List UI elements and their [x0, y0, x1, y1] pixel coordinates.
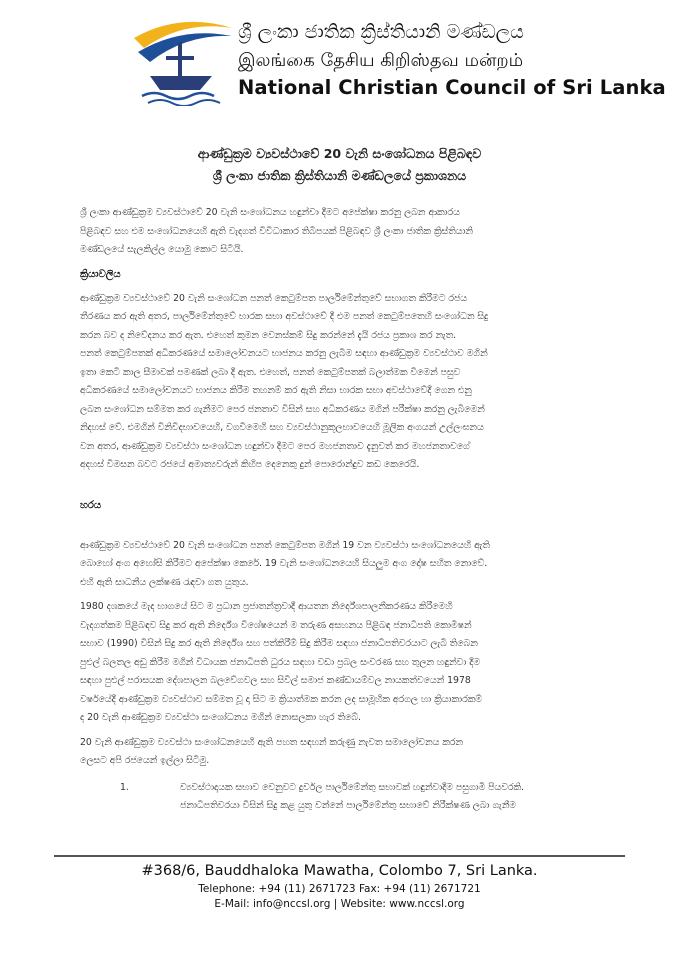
text-line: 20 වැනි ආණ්ඩුක්‍රම ව්‍යවස්ථා සංශෝධනයෙහි ඇති පහත සඳහන් කරුණු නැවත සමාලෝචනය කරන	[80, 736, 463, 748]
text-line: පනත් කෙටුම්පතක් අධිකරණයේ සමාලෝචනයට භාජනය කරනු ලැබීම සඳහා ආණ්ඩුක්‍රම ව්‍යවස්ථාව මගින්	[80, 348, 488, 359]
organization-names	[238, 18, 666, 102]
text-line: බොහෝ අංග අහෝසි කිරීමට අපේක්ෂා කෙරේ. 19 වැනි සංශෝධනයෙහි සියලුම අංග දෝෂ සහිත නොවේ.	[80, 558, 488, 569]
text-line: ජනාධිපතිවරයා විසින් සිදු කළ යුතු වන්නේ පාර්ලිමේන්තු සභාවේ නිරීක්ෂණ ලබා ගැනීම	[180, 800, 516, 811]
text-line: අදහස් විමසන බවට රජයේ අමාත්‍යවරුන් කිහිප දෙනෙකු දුන් පොරොන්දුව කඩ කෙරෙයි.	[80, 459, 420, 470]
text-line: වන අතර, ආණ්ඩුක්‍රම ව්‍යවස්ථා සංශෝධන හඳුන්වා දීමට පෙර මහජනතාව දැනුවත් කර මහජනතාවගේ	[80, 440, 470, 452]
footer-email-website: E-Mail: info@nccsl.org | Website: www.nccsl.org	[214, 898, 465, 910]
text-line: වර්ෂයේදී ආණ්ඩුක්‍රම ව්‍යවස්ථාව සම්මත වූ දා සිට ම ක්‍රියාත්මක කරන ලද සාමූහික අරගල හා ක්‍රියාකාරකම්	[80, 693, 482, 705]
text-line: ශ්‍රී ලංකා ආණ්ඩුක්‍රම ව්‍යවස්ථාවේ 20 වැනි සංශෝධනය හඳුන්වා දීමට අපේක්ෂා කරනු ලබන ආකාරය	[80, 207, 460, 218]
text-line: ලෙසට අපි රජයෙන් ඉල්ලා සිටිමු.	[80, 755, 210, 766]
footer-address: #368/6, Bauddhaloka Mawatha, Colombo 7, Sri Lanka.	[141, 863, 538, 879]
text-line: ආණ්ඩුක්‍රම ව්‍යවස්ථාවේ 20 වැනි සංශෝධන පනත් කෙටුම්පත පාර්ලිමේන්තුවේ සභාගත කිරීමට රජය	[80, 292, 467, 304]
text-line: පුළුල් බලතල අඩු කිරීම මගින් විධායක ජනාධිපති ධුරය සඳහා වඩා ප්‍රබල සංවරණ සහ තුලන හඳුන්වා දීම	[80, 656, 481, 668]
title-line-2: ශ්‍රී ලංකා ජාතික ක්‍රිස්තියානි මණ්ඩලයේ ප්‍රකාශනය	[212, 168, 467, 183]
text-line: ද 20 වැනි ආණ්ඩුක්‍රම ව්‍යවස්ථා සංශෝධනය මගින් නොසලකා හැර තිබේ.	[80, 712, 361, 723]
text-line: ආණ්ඩුක්‍රම ව්‍යවස්ථාවේ 20 වැනි සංශෝධන පනත් කෙටුම්පත මගින් 19 වන ව්‍යවස්ථා සංශෝධනයෙහි ඇති	[80, 539, 490, 551]
letterhead	[0, 0, 679, 125]
org-name-english: National Christian Council of Sri Lanka	[238, 76, 666, 99]
text-line: අධිකරණයේ සමාලෝචනයට භාජනය කිරීම තහනම් කර ඇති නිසා භාරක සභා අවස්ථාවේදී ගෙන එනු	[80, 385, 472, 396]
list-item-number: 1.	[120, 781, 129, 793]
substance-paragraph-1	[80, 537, 610, 593]
footer-phone: Telephone: +94 (11) 2671723 Fax: +94 (11) 2671721	[198, 883, 481, 895]
footer-divider	[54, 855, 625, 857]
list-item-text	[180, 779, 610, 816]
text-line: කරන බව ද නිවේදනය කර ඇත. එහෙත් කුමන වෙනස්කම් සිදු කරන්නේ දැයි රජය ප්‍රකාශ කර නැත.	[80, 329, 457, 341]
text-line: 1980 දශකයේ මැද භාගයේ සිට ම ප්‍රධාන ප්‍රජාතන්ත්‍රවාදී ආයතන නිර්දේශපාලනීකරණය කිරීමෙහි	[80, 601, 453, 612]
text-line: සභාව (1990) විසින් සිදු කර ඇති නිර්දේශ සහ පත්කිරීම් සිදු කිරීම සඳහා ජනාධිපතිවරයාට ලැබී තිබෙන	[80, 638, 478, 649]
substance-paragraph-2	[80, 598, 610, 728]
title-line-1: ආණ්ඩුක්‍රම ව්‍යවස්ථාවේ 20 වැනි සංශෝධනය පිළිබඳව	[197, 146, 482, 161]
process-paragraph	[80, 290, 610, 475]
text-line: සඳහා පුළුල් පරාසයක දේශපාලන බලවේගවල සහ සිවිල් සමාජ කණ්ඩායම්වල නායකත්වයෙන් 1978	[80, 675, 471, 686]
org-name-tamil: இலங்கை தேசிய கிறிஸ்தவ மன்றம்	[238, 50, 524, 71]
text-line: වැදගත්කම පිළිබඳව සිදු කර ඇති නිර්දේශ විශේෂයෙන් ම තරුණ අසහනය පිළිබඳ ජනාධිපති කොමිෂන්	[80, 619, 472, 631]
section-heading-process: ක්‍රියාවලිය	[80, 268, 121, 280]
list-item	[80, 779, 610, 816]
text-line: එහි ඇති සාධනීය ලක්ෂණ රැඳවා ගත යුතුය.	[80, 576, 249, 588]
substance-paragraph-3	[80, 734, 610, 771]
text-line: තීරණය කර ඇති අතර, පාර්ලිමේන්තුවේ භාරක සභා අවස්ථාවේ දී එම පනත් කෙටුම්පතෙහි සංශෝධන සිදු	[80, 311, 489, 322]
text-line: නිදහස් වේ. එමගින් විනිවිදභාවයෙහි, වගවීමෙහි සහ ව්‍යවස්ථානුකූලභාවයෙහි මූලික අංගයන් උල්ලංඝනය	[80, 422, 484, 433]
org-name-sinhala: ශ්‍රී ලංකා ජාතික ක්‍රිස්තියානි මණ්ඩලය	[238, 21, 524, 43]
text-line: ව්‍යවස්ථාදායක සභාව වෙනුවට දුර්වල පාර්ලිමේන්තු සභාවක් හඳුන්වාදීම පසුගාමී පියවරකි.	[180, 781, 525, 793]
intro-paragraph	[80, 204, 610, 260]
text-line: ලබන සංශෝධන සම්මත කර ගැනීමට පෙර ජනතාව විසින් සහ අධිකරණය මගින් පරීක්ෂා කරනු ලැබීමෙන්	[80, 403, 485, 415]
text-line: ඉතා කෙටි කාල සීමාවක් පමණක් ලබා දී ඇත. එහෙත්, පනත් කෙටුම්පතක් බලාත්මක වීමෙන් පසුව	[80, 366, 461, 378]
text-line: පිළිබඳව සහ එම සංශෝධනයෙහි ඇති වැදගත් විවිධාකාර තිබිපයක් පිළිබඳව ශ්‍රී ලංකා ජාතික ක්‍රිස්තියානි	[80, 225, 473, 237]
text-line: මණ්ඩලයේ සැලකිල්ල යොමු කොට සිටියි.	[80, 244, 244, 255]
section-heading-substance: හරය	[80, 499, 102, 511]
footer	[0, 860, 679, 912]
ncc-boat-cross-logo-icon	[120, 18, 240, 106]
document-title	[0, 143, 679, 187]
document-body	[80, 204, 610, 816]
